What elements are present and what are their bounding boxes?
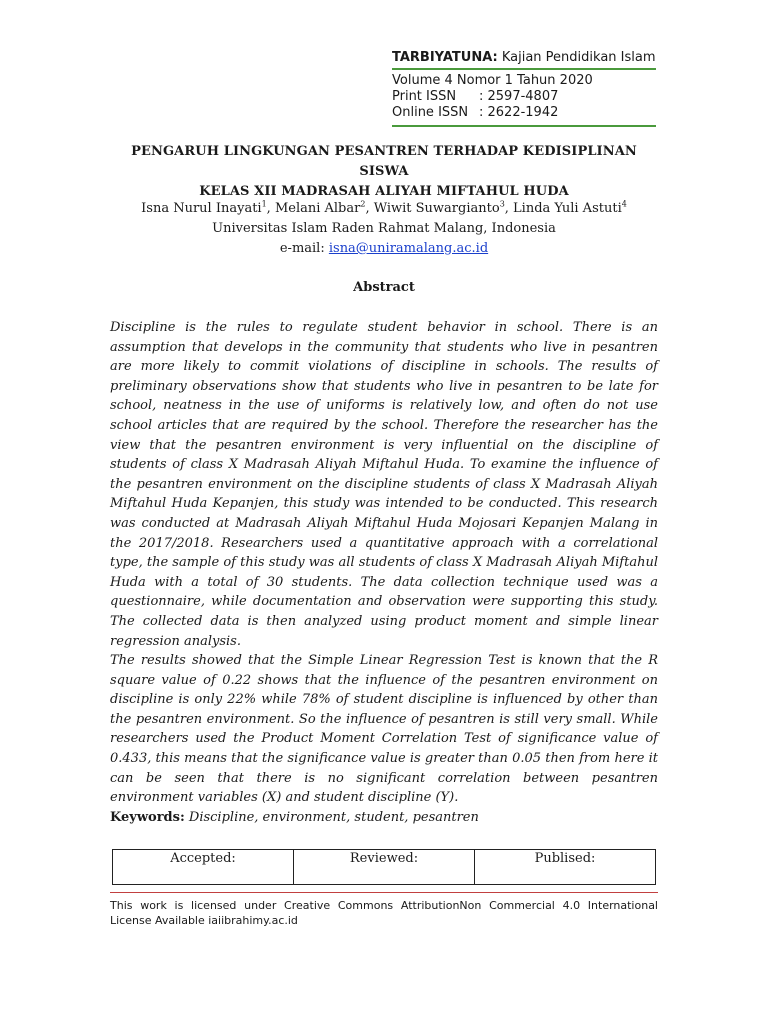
journal-name: TARBIYATUNA — [392, 50, 493, 65]
author-name: Isna Nurul Inayati — [141, 201, 262, 216]
abstract-body — [110, 318, 658, 808]
table-row — [113, 850, 656, 885]
print-issn-row — [392, 89, 656, 105]
journal-subtitle: Kajian Pendidikan Islam — [497, 50, 656, 65]
published-cell: Publised: — [475, 850, 656, 885]
author-block — [108, 199, 660, 259]
paper-title — [108, 142, 660, 202]
keywords-value: Discipline, environment, student, pesantren — [184, 810, 479, 825]
journal-header — [392, 48, 656, 127]
email-link[interactable]: isna@uniramalang.ac.id — [328, 241, 489, 256]
author-list: Isna Nurul Inayati$^1$, Melani Albar$^2$, Wiwit Suwargianto$^3$, Linda Yuli Astuti$^4$ — [141, 199, 627, 216]
email-label: e-mail: — [279, 241, 329, 256]
paper-title-line-1: PENGARUH LINGKUNGAN PESANTREN TERHADAP KEDISIPLINAN SISWA — [131, 144, 637, 179]
abstract-paragraph-1: Discipline is the rules to regulate student behavior in school. There is an assumption that develops in the community that students who live in pesantren are more likely to commit violations of discipline in schools. The results of preliminary observations show that students who live in pesantren to be late for school, neatness in the use of uniforms is relatively low, and often do not use school articles that are required by the school. Therefore the researcher has the view that the pesantren environment is very influential on the discipline of students of class X Madrasah Aliyah Miftahul Huda. To examine the influence of the pesantren environment on the discipline students of class X Madrasah Aliyah Miftahul Huda Kepanjen, this study was intended to be conducted. This research was conducted at Madrasah Aliyah Miftahul Huda Mojosari Kepanjen Malang in the 2017/2018. Researchers used a quantitative approach with a correlational type, the sample of this study was all students of class X Madrasah Aliyah Miftahul Huda with a total of 30 students. The data collection technique used was a questionnaire, while documentation and observation were supporting this study. The collected data is then analyzed using product moment and simple linear regression analysis. — [110, 320, 658, 649]
author-name: Wiwit Suwargianto — [373, 201, 500, 216]
author-name: Melani Albar — [274, 201, 361, 216]
journal-volume: Volume 4 Nomor 1 Tahun 2020 — [392, 73, 593, 88]
email-line — [108, 239, 660, 259]
abstract-heading: Abstract — [353, 280, 415, 295]
paper-title-line-2: KELAS XII MADRASAH ALIYAH MIFTAHUL HUDA — [199, 184, 569, 199]
accepted-cell: Accepted: — [113, 850, 294, 885]
reviewed-cell: Reviewed: — [294, 850, 475, 885]
print-issn-value: : 2597-4807 — [479, 89, 559, 104]
header-rule-bottom — [392, 125, 656, 127]
affiliation: Universitas Islam Raden Rahmat Malang, Indonesia — [212, 221, 556, 236]
author-affiliation-number: 1 — [261, 199, 267, 209]
keywords-label: Keywords: — [110, 810, 185, 825]
status-table — [112, 849, 656, 885]
license-notice: This work is licensed under Creative Commons AttributionNon Commercial 4.0 International License Available iaiibrahimy.ac.id — [110, 899, 658, 927]
footer-rule — [110, 892, 658, 893]
online-issn-label: Online ISSN — [392, 105, 469, 120]
keywords-line — [110, 808, 658, 828]
online-issn-value: : 2622-1942 — [479, 105, 559, 120]
print-issn-label: Print ISSN — [392, 89, 457, 104]
abstract-paragraph-2: The results showed that the Simple Linear Regression Test is known that the R square value of 0.22 shows that the influence of the pesantren environment on discipline is only 22% while 78% of student discipline is influenced by other than the pesantren environment. So the influence of pesantren is still very small. While researchers used the Product Moment Correlation Test of significance value of 0.433, this means that the significance value is greater than 0.05 then from here it can be seen that there is no significant correlation between pesantren environment variables (X) and student discipline (Y). — [110, 653, 658, 806]
author-affiliation-number: 2 — [360, 199, 366, 209]
journal-title — [392, 48, 656, 68]
author-affiliation-number: 3 — [499, 199, 505, 209]
author-name: Linda Yuli Astuti — [513, 201, 622, 216]
journal-name-colon: : — [492, 50, 498, 65]
journal-meta — [392, 70, 656, 121]
author-affiliation-number: 4 — [621, 199, 627, 209]
online-issn-row — [392, 105, 656, 121]
